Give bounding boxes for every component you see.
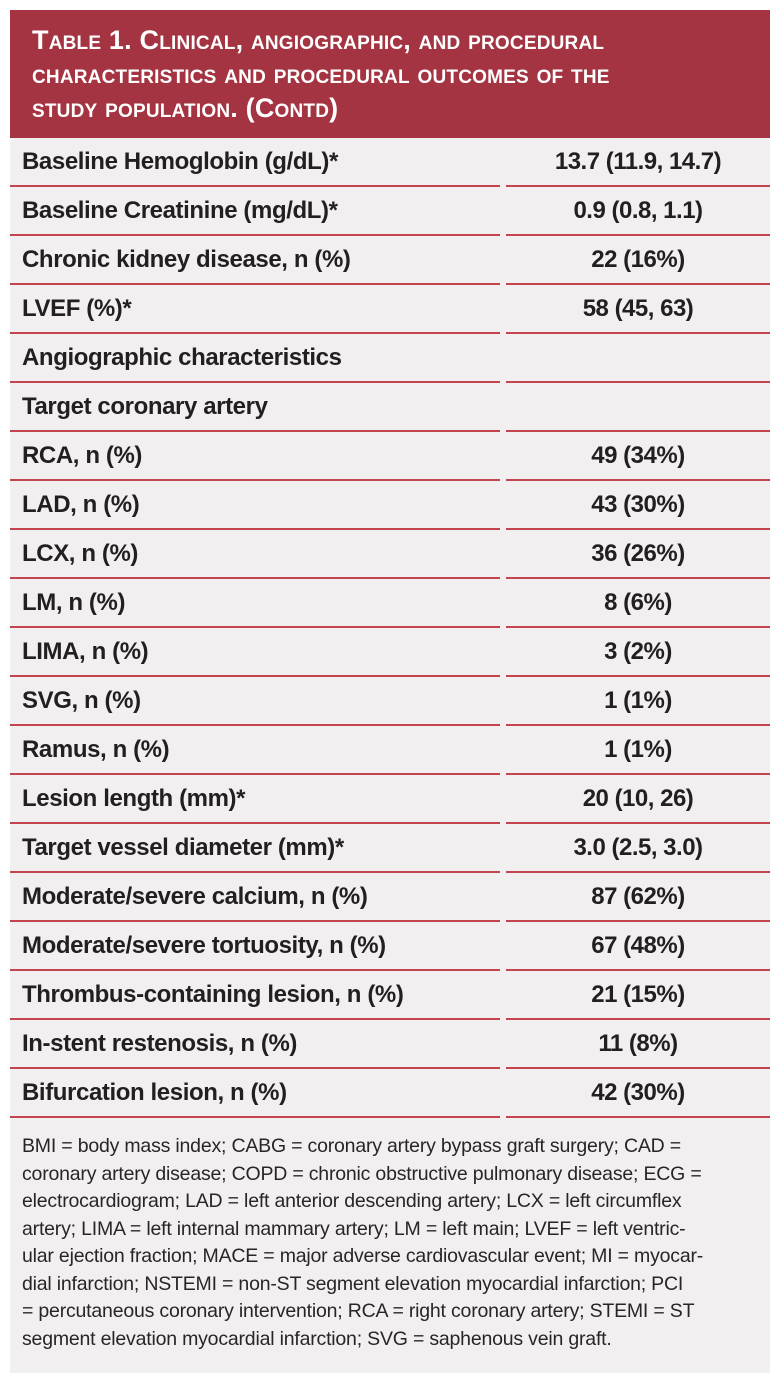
table-row — [10, 726, 770, 775]
row-label: Chronic kidney disease, n (%) — [10, 236, 500, 285]
table-row — [10, 285, 770, 334]
table-row — [10, 236, 770, 285]
table-title-line: characteristics and procedural outcomes of the — [32, 59, 610, 89]
row-value: 1 (1%) — [506, 726, 770, 775]
row-value: 87 (62%) — [506, 873, 770, 922]
footnote-line: coronary artery disease; COPD = chronic obstructive pulmonary disease; ECG = — [22, 1162, 702, 1185]
row-value: 43 (30%) — [506, 481, 770, 530]
row-value: 36 (26%) — [506, 530, 770, 579]
row-label: Angiographic characteristics — [10, 334, 500, 383]
row-value — [506, 383, 770, 432]
table-row — [10, 383, 770, 432]
footnote-line: electrocardiogram; LAD = left anterior descending artery; LCX = left circumflex — [22, 1190, 682, 1212]
row-label: Bifurcation lesion, n (%) — [10, 1069, 500, 1118]
row-label: Thrombus-containing lesion, n (%) — [10, 971, 500, 1020]
table-row — [10, 1069, 770, 1118]
table-row — [10, 677, 770, 726]
row-label: Ramus, n (%) — [10, 726, 500, 775]
table-title — [10, 10, 770, 138]
row-value: 21 (15%) — [506, 971, 770, 1020]
footnote-line: ular ejection fraction; MACE = major adverse cardiovascular event; MI = myocar- — [22, 1245, 704, 1267]
row-label: LIMA, n (%) — [10, 628, 500, 677]
table-row — [10, 432, 770, 481]
row-value: 58 (45, 63) — [506, 285, 770, 334]
table-row — [10, 824, 770, 873]
table-card — [10, 10, 770, 1373]
table-title-line: Table 1. Clinical, angiographic, and procedural — [32, 25, 605, 55]
row-label: Baseline Hemoglobin (g/dL)* — [10, 138, 500, 187]
table-row — [10, 971, 770, 1020]
row-label: In-stent restenosis, n (%) — [10, 1020, 500, 1069]
row-value: 49 (34%) — [506, 432, 770, 481]
row-value: 11 (8%) — [506, 1020, 770, 1069]
row-label: Moderate/severe calcium, n (%) — [10, 873, 500, 922]
table-row — [10, 628, 770, 677]
row-label: RCA, n (%) — [10, 432, 500, 481]
footnote-line: segment elevation myocardial infarction; SVG = saphenous vein graft. — [22, 1327, 612, 1350]
row-value: 3.0 (2.5, 3.0) — [506, 824, 770, 873]
row-label: Moderate/severe tortuosity, n (%) — [10, 922, 500, 971]
footnote-line: dial infarction; NSTEMI = non-ST segment elevation myocardial infarction; PCI — [22, 1272, 684, 1295]
row-label: SVG, n (%) — [10, 677, 500, 726]
table-row — [10, 922, 770, 971]
row-value: 3 (2%) — [506, 628, 770, 677]
row-value: 67 (48%) — [506, 922, 770, 971]
row-label: LCX, n (%) — [10, 530, 500, 579]
table-row — [10, 187, 770, 236]
row-label: LAD, n (%) — [10, 481, 500, 530]
row-value: 1 (1%) — [506, 677, 770, 726]
row-label: Target coronary artery — [10, 383, 500, 432]
table-row — [10, 873, 770, 922]
row-label: LVEF (%)* — [10, 285, 500, 334]
table-footnote — [10, 1118, 770, 1373]
row-value: 0.9 (0.8, 1.1) — [506, 187, 770, 236]
table-row — [10, 138, 770, 187]
row-label: LM, n (%) — [10, 579, 500, 628]
table-row — [10, 775, 770, 824]
footnote-line: BMI = body mass index; CABG = coronary artery bypass graft surgery; CAD = — [22, 1135, 681, 1157]
footnote-line: = percutaneous coronary intervention; RCA = right coronary artery; STEMI = ST — [22, 1300, 695, 1322]
table-row — [10, 530, 770, 579]
row-value: 8 (6%) — [506, 579, 770, 628]
row-value: 20 (10, 26) — [506, 775, 770, 824]
row-label: Target vessel diameter (mm)* — [10, 824, 500, 873]
row-label: Lesion length (mm)* — [10, 775, 500, 824]
table-row — [10, 579, 770, 628]
table-title-line: study population. (Contd) — [32, 93, 339, 123]
row-label: Baseline Creatinine (mg/dL)* — [10, 187, 500, 236]
footnote-line: artery; LIMA = left internal mammary artery; LM = left main; LVEF = left ventric- — [22, 1217, 686, 1240]
row-value — [506, 334, 770, 383]
table-rows — [10, 138, 770, 1118]
table-row — [10, 481, 770, 530]
row-value: 42 (30%) — [506, 1069, 770, 1118]
row-value: 22 (16%) — [506, 236, 770, 285]
table-row — [10, 334, 770, 383]
row-value: 13.7 (11.9, 14.7) — [506, 138, 770, 187]
table-row — [10, 1020, 770, 1069]
